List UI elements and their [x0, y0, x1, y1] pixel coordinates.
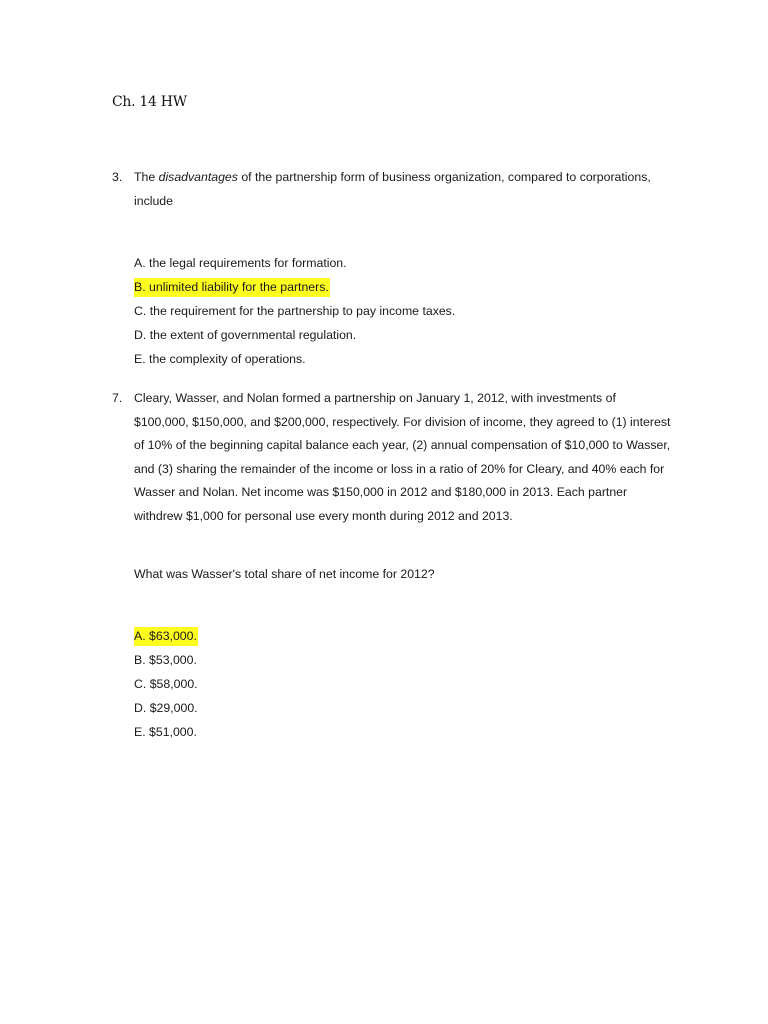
option-label: A. the legal requirements for formation. — [134, 256, 347, 270]
document-title: Ch. 14 HW — [112, 94, 187, 110]
option-a — [134, 624, 198, 648]
option-label-highlighted: B. unlimited liability for the partners. — [134, 278, 330, 297]
option-label: B. $53,000. — [134, 653, 197, 667]
question-text-lead: The — [134, 170, 159, 184]
option-c — [134, 299, 455, 323]
option-label: E. $51,000. — [134, 725, 197, 739]
question-3 — [112, 166, 672, 213]
option-label: D. the extent of governmental regulation. — [134, 328, 357, 342]
question-prompt: What was Wasser's total share of net income for 2012? — [134, 567, 435, 581]
option-label: C. $58,000. — [134, 677, 198, 691]
question-text-emphasis: disadvantages — [158, 170, 238, 184]
question-7 — [112, 387, 672, 528]
option-b — [134, 648, 198, 672]
question-number: 7. — [112, 391, 123, 405]
option-e — [134, 347, 455, 371]
options-question-3 — [134, 251, 455, 371]
option-d — [134, 323, 455, 347]
option-e — [134, 720, 198, 744]
option-b — [134, 275, 455, 299]
option-label: C. the requirement for the partnership to pay income taxes. — [134, 304, 456, 318]
question-text: Cleary, Wasser, and Nolan formed a partnership on January 1, 2012, with investments of $100,000, $150,000, and $200,000, respectively. For division of income, they agreed to (1) interest of 10% of the beginning capital balance each year, (2) annual compensation of $10,000 to Wasser, and (3) sharing the remainder of the income or loss in a ratio of 20% for Cleary, and 40% each for Wasser and Nolan. Net income was $150,000 in 2012 and $180,000 in 2013. Each partner withdrew $1,000 for personal use every month during 2012 and 2013. — [134, 391, 671, 523]
option-label-highlighted: A. $63,000. — [134, 627, 198, 646]
question-text-rest: of the partnership form of business organization, compared to corporations, include — [134, 170, 651, 208]
option-label: E. the complexity of operations. — [134, 352, 306, 366]
options-question-7 — [134, 624, 198, 744]
option-c — [134, 672, 198, 696]
question-number: 3. — [112, 170, 123, 184]
option-d — [134, 696, 198, 720]
option-a — [134, 251, 455, 275]
option-label: D. $29,000. — [134, 701, 198, 715]
question-text — [134, 166, 672, 213]
